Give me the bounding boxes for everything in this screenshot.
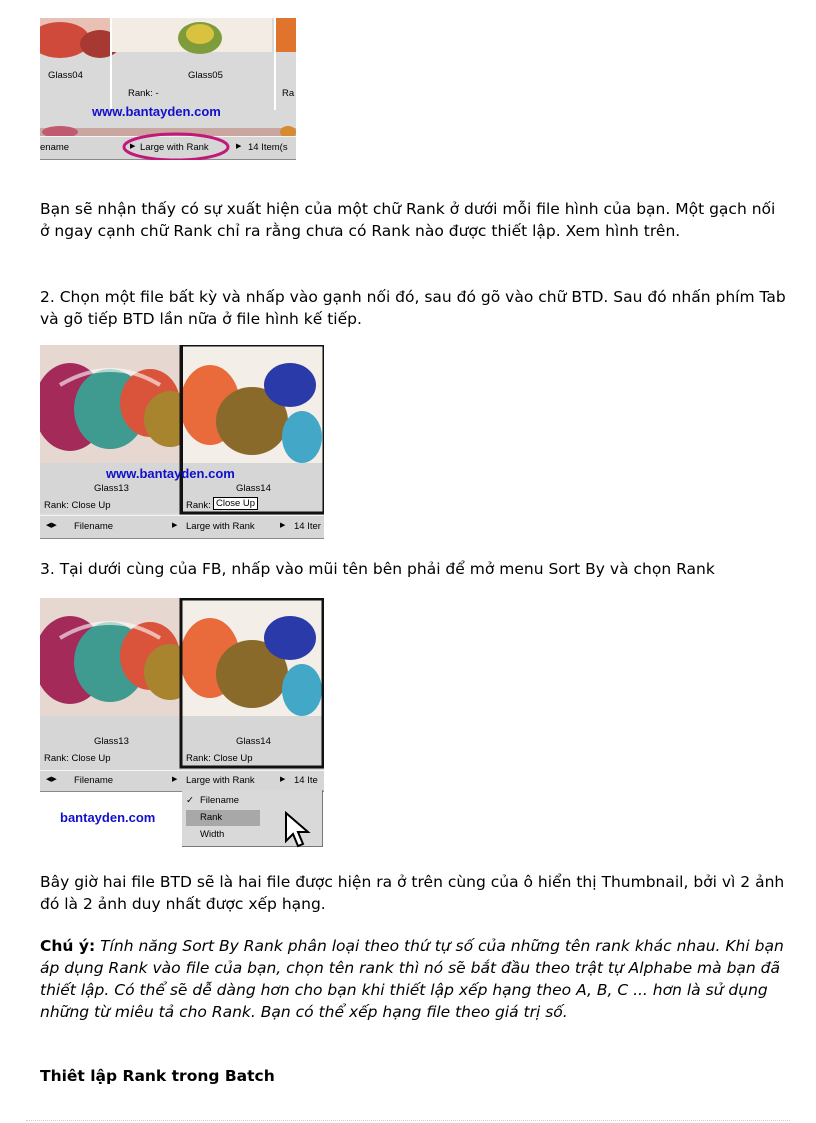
- sort-by-filename[interactable]: ename: [40, 142, 70, 153]
- note-label: Chú ý:: [40, 937, 96, 955]
- note-paragraph: [40, 935, 788, 1023]
- thumbnail-label: Glass13: [94, 736, 129, 747]
- menu-arrow-icon[interactable]: ▶: [130, 142, 136, 150]
- mouse-pointer-icon: [284, 811, 314, 850]
- watermark: bantayden.com: [60, 810, 156, 825]
- highlight-ellipse: [40, 18, 296, 160]
- menu-arrow-icon[interactable]: ▶: [236, 142, 242, 150]
- rank-field: Ra: [282, 88, 295, 99]
- rank-field[interactable]: Rank: Close Up: [44, 500, 111, 511]
- rank-input[interactable]: Close Up: [213, 497, 258, 510]
- thumbnail-label: Glass04: [48, 70, 83, 81]
- figure-enter-rank: [40, 345, 324, 539]
- view-mode-selector[interactable]: Large with Rank: [186, 521, 255, 532]
- check-icon: ✓: [186, 795, 194, 806]
- sort-by-filename[interactable]: Filename: [74, 775, 114, 786]
- view-mode-selector[interactable]: Large with Rank: [140, 142, 209, 153]
- watermark: www.bantayden.com: [92, 104, 221, 119]
- menu-arrow-icon[interactable]: ▶: [280, 521, 286, 529]
- thumbnail-label: Glass13: [94, 483, 129, 494]
- paragraph-rank-intro: Bạn sẽ nhận thấy có sự xuất hiện của một chữ Rank ở dưới mỗi file hình của bạn. Một gạch nối ở ngay cạnh chữ Rank chỉ ra rằng chưa có Rank nào được thiết lập. Xem hình trên.: [40, 200, 776, 240]
- figure-rank-thumbnails: [40, 18, 296, 160]
- paragraph-result: Bây giờ hai file BTD sẽ là hai file được hiện ra ở trên cùng của ô hiển thị Thumbnail, bởi vì 2 ảnh đó là 2 ảnh duy nhất được xếp hạng.: [40, 873, 785, 913]
- menu-arrow-icon[interactable]: ▶: [280, 775, 286, 783]
- paragraph-step-3: 3. Tại dưới cùng của FB, nhấp vào mũi tên bên phải để mở menu Sort By và chọn Rank: [40, 560, 715, 578]
- rank-field[interactable]: Rank: -: [128, 88, 159, 99]
- thumbnail-label: Glass05: [188, 70, 223, 81]
- sort-toggle-icon[interactable]: ◀▶: [46, 521, 57, 529]
- menu-arrow-icon[interactable]: ▶: [172, 775, 178, 783]
- item-count: 14 Item(s: [248, 142, 288, 153]
- menu-item-width[interactable]: [186, 827, 264, 843]
- menu-item-label: Rank: [200, 812, 223, 823]
- menu-item-filename[interactable]: [186, 793, 264, 809]
- menu-item-label: Filename: [200, 795, 240, 806]
- rank-field[interactable]: Rank: Close Up: [186, 753, 253, 764]
- watermark: www.bantayden.com: [106, 466, 235, 481]
- rank-label: Rank:: [186, 500, 211, 511]
- note-text: Tính năng Sort By Rank phân loại theo thứ tự số của những tên rank khác nhau. Khi bạn áp dụng Rank vào file của bạn, chọn tên rank thì nó sẽ bắt đầu theo trật tự Alphabe mà bạn đã thiết lập. Có thể sẽ dễ dàng hơn cho bạn khi thiết lập xếp hạng theo A, B, C ... hơn là sử dụng những từ miêu tả cho Rank. Bạn có thể xếp hạng file theo giá trị số.: [40, 937, 784, 1021]
- rank-field[interactable]: Rank: Close Up: [44, 753, 111, 764]
- thumbnail-label: Glass14: [236, 483, 271, 494]
- item-count: 14 Ite: [294, 775, 318, 786]
- sort-toggle-icon[interactable]: ◀▶: [46, 775, 57, 783]
- item-count: 14 Iter: [294, 521, 321, 532]
- sort-by-filename[interactable]: Filename: [74, 521, 114, 532]
- view-mode-selector[interactable]: Large with Rank: [186, 775, 255, 786]
- paragraph-step-2: 2. Chọn một file bất kỳ và nhấp vào gạnh nối đó, sau đó gõ vào chữ BTD. Sau đó nhấn phím Tab và gõ tiếp BTD lần nữa ở file hình kế tiếp.: [40, 288, 786, 328]
- section-heading: Thiêt lập Rank trong Batch: [40, 1067, 275, 1085]
- figure-sort-menu: [40, 598, 324, 850]
- page-divider: [26, 1120, 790, 1121]
- thumbnail-label: Glass14: [236, 736, 271, 747]
- menu-arrow-icon[interactable]: ▶: [172, 521, 178, 529]
- menu-item-rank[interactable]: [186, 810, 260, 826]
- menu-item-label: Width: [200, 829, 225, 840]
